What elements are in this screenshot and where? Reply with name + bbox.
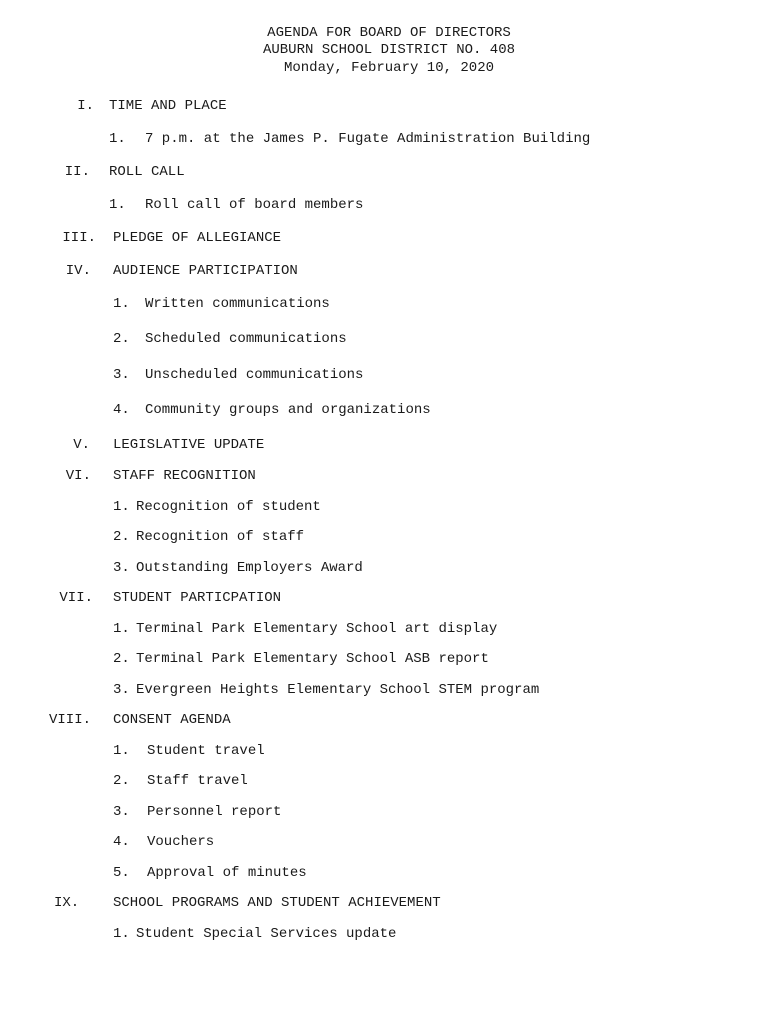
section-title: PLEDGE OF ALLEGIANCE [113,230,282,246]
district-name: AUBURN SCHOOL DISTRICT NO. 408 [262,42,516,58]
agenda-item: Recognition of staff [136,529,305,545]
section-title: STAFF RECOGNITION [113,468,256,484]
item-number: 3. [113,804,130,820]
meeting-date: Monday, February 10, 2020 [283,60,495,76]
item-number: 1. [109,197,126,213]
agenda-item: Terminal Park Elementary School art display [136,621,498,637]
agenda-item: Written communications [145,296,330,312]
agenda-item: Roll call of board members [145,197,364,213]
item-number: 3. [113,682,130,698]
agenda-item: Approval of minutes [147,865,307,881]
section-numeral: IV. [65,263,91,279]
item-number: 1. [109,131,126,147]
item-number: 1. [113,743,130,759]
section-numeral: IX. [54,895,80,911]
item-number: 2. [113,529,130,545]
item-number: 3. [113,560,130,576]
section-numeral: VII. [59,590,93,606]
section-numeral: I. [77,98,94,114]
item-number: 2. [113,331,130,347]
item-number: 3. [113,367,130,383]
section-title: CONSENT AGENDA [113,712,231,728]
item-number: 1. [113,621,130,637]
agenda-item: Vouchers [147,834,215,850]
section-title: AUDIENCE PARTICIPATION [113,263,298,279]
item-number: 4. [113,402,130,418]
item-number: 2. [113,651,130,667]
section-numeral: III. [62,230,96,246]
item-number: 5. [113,865,130,881]
section-numeral: VIII. [48,712,91,728]
item-number: 1. [113,499,130,515]
section-numeral: VI. [65,468,91,484]
agenda-item: Personnel report [147,804,282,820]
section-title: SCHOOL PROGRAMS AND STUDENT ACHIEVEMENT [113,895,441,911]
agenda-item: 7 p.m. at the James P. Fugate Administration Building [145,131,591,147]
section-title: ROLL CALL [109,164,185,180]
agenda-item: Community groups and organizations [145,402,431,418]
section-numeral: II. [64,164,90,180]
agenda-item: Student travel [147,743,265,759]
agenda-item: Scheduled communications [145,331,347,347]
item-number: 2. [113,773,130,789]
agenda-title: AGENDA FOR BOARD OF DIRECTORS [267,25,511,41]
item-number: 4. [113,834,130,850]
agenda-item: Student Special Services update [136,926,397,942]
agenda-item: Staff travel [147,773,248,789]
section-title: TIME AND PLACE [109,98,227,114]
section-numeral: V. [73,437,90,453]
agenda-item: Terminal Park Elementary School ASB report [136,651,489,667]
item-number: 1. [113,296,130,312]
agenda-item: Outstanding Employers Award [136,560,363,576]
agenda-item: Evergreen Heights Elementary School STEM program [136,682,540,698]
agenda-item: Recognition of student [136,499,321,515]
section-title: LEGISLATIVE UPDATE [113,437,265,453]
agenda-item: Unscheduled communications [145,367,364,383]
section-title: STUDENT PARTICPATION [113,590,282,606]
item-number: 1. [113,926,130,942]
